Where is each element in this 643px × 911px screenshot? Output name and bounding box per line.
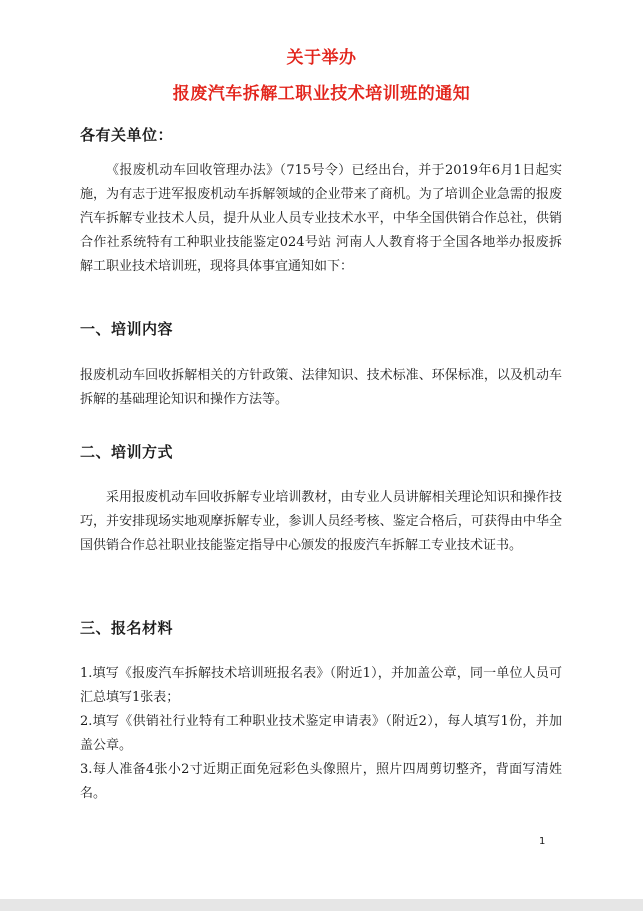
page-bottom-edge <box>0 899 643 911</box>
list-item: 3.每人准备4张小2寸近期正面免冠彩色头像照片，照片四周剪切整齐，背面写清姓名。 <box>80 762 562 801</box>
section-heading-content: 一、培训内容 <box>80 320 174 338</box>
section-heading-method: 二、培训方式 <box>80 443 174 461</box>
title-line-2: 报废汽车拆解工职业技术培训班的通知 <box>172 84 471 104</box>
section-body-content: 报废机动车回收拆解相关的方针政策、法律知识、技术标准、环保标准，以及机动车拆解的基础理论知识和操作方法等。 <box>80 368 562 407</box>
materials-list <box>80 662 562 806</box>
list-item: 1.填写《报废汽车拆解技术培训班报名表》（附近1），并加盖公章，同一单位人员可汇总填写1张表； <box>80 666 562 705</box>
section-heading-materials: 三、报名材料 <box>80 619 174 637</box>
section-body-method: 采用报废机动车回收拆解专业培训教材，由专业人员讲解相关理论知识和操作技巧，并安排现场实地观摩拆解专业，参训人员经考核、鉴定合格后，可获得由中华全国供销合作总社职业技能鉴定指导中心颁发的报废汽车拆解工专业技术证书。 <box>80 490 562 553</box>
page-number: 1 <box>539 836 546 847</box>
list-item: 2.填写《供销社行业特有工种职业技术鉴定申请表》（附近2），每人填写1份，并加盖公章。 <box>80 714 562 753</box>
salutation: 各有关单位： <box>80 126 174 144</box>
title-line-1: 关于举办 <box>286 48 357 68</box>
intro-paragraph: 《报废机动车回收管理办法》（715号令）已经出台，并于2019年6月1日起实施，为有志于进军报废机动车拆解领域的企业带来了商机。为了培训企业急需的报废汽车拆解专业技术人员，提升从业人员专业技术水平，中华全国供销合作总社，供销合作社系统特有工种职业技能鉴定024号站 河南人人教育将于全国各地举办报废拆解工职业技术培训班，现将具体事宜通知如下： <box>80 163 562 274</box>
